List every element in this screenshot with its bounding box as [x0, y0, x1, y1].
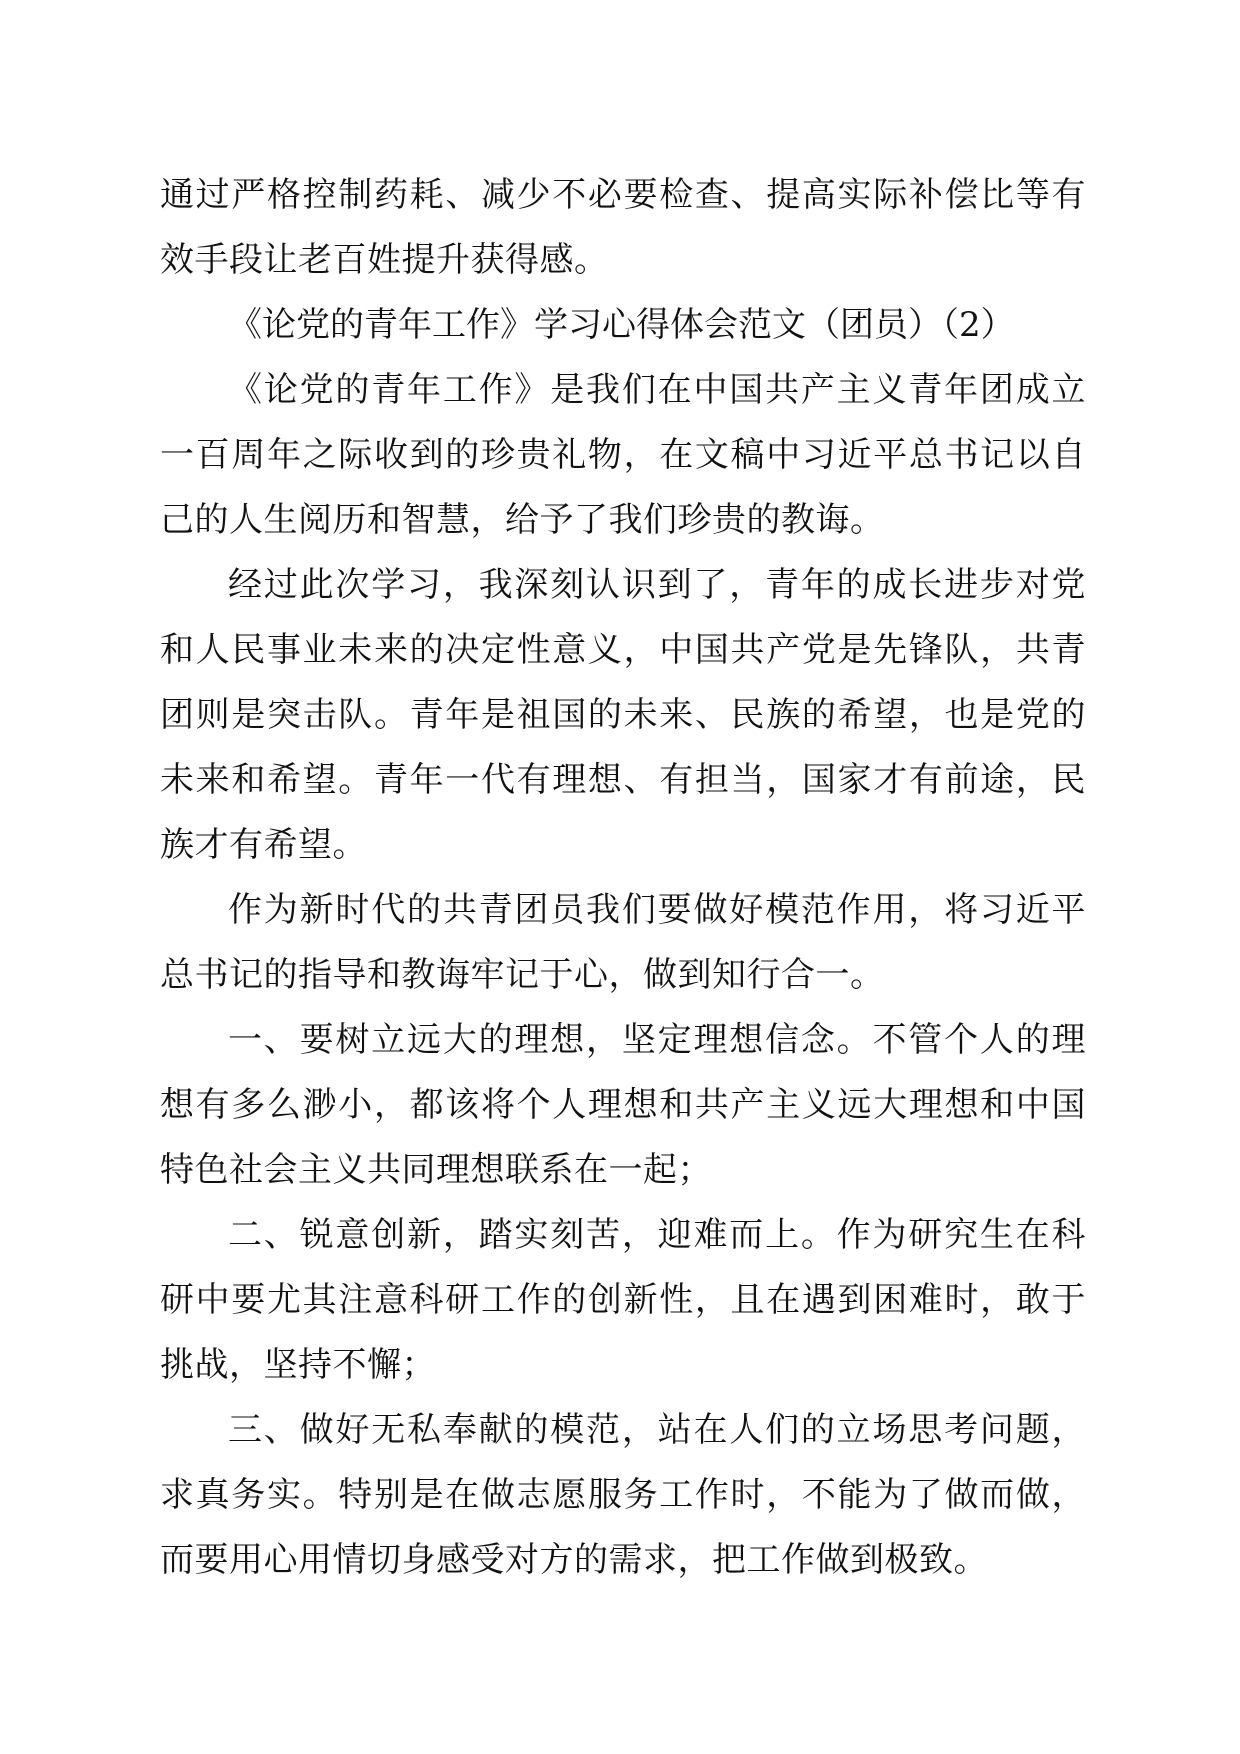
paragraph-continuation: 通过严格控制药耗、减少不必要检查、提高实际补偿比等有效手段让老百姓提升获得感。 [160, 175, 1086, 280]
paragraph-point-three: 三、做好无私奉献的模范，站在人们的立场思考问题，求真务实。特别是在做志愿服务工作时，不能为了做而做，而要用心用情切身感受对方的需求，把工作做到极致。 [160, 1410, 1086, 1580]
document-page [160, 163, 1086, 1593]
paragraph-intro: 《论党的青年工作》是我们在中国共产主义青年团成立一百周年之际收到的珍贵礼物，在文稿中习近平总书记以自己的人生阅历和智慧，给予了我们珍贵的教诲。 [160, 370, 1086, 540]
section-heading: 《论党的青年工作》学习心得体会范文（团员）（2） [228, 305, 1015, 345]
paragraph-point-two: 二、锐意创新，踏实刻苦，迎难而上。作为研究生在科研中要尤其注意科研工作的创新性，且在遇到困难时，敢于挑战，坚持不懈； [160, 1215, 1086, 1385]
paragraph-understanding: 经过此次学习，我深刻认识到了，青年的成长进步对党和人民事业未来的决定性意义，中国共产党是先锋队，共青团则是突击队。青年是祖国的未来、民族的希望，也是党的未来和希望。青年一代有理想、有担当，国家才有前途，民族才有希望。 [160, 565, 1086, 865]
paragraph-point-one: 一、要树立远大的理想，坚定理想信念。不管个人的理想有多么渺小，都该将个人理想和共产主义远大理想和中国特色社会主义共同理想联系在一起； [160, 1020, 1086, 1190]
paragraph-role-model: 作为新时代的共青团员我们要做好模范作用，将习近平总书记的指导和教诲牢记于心，做到知行合一。 [160, 890, 1086, 995]
